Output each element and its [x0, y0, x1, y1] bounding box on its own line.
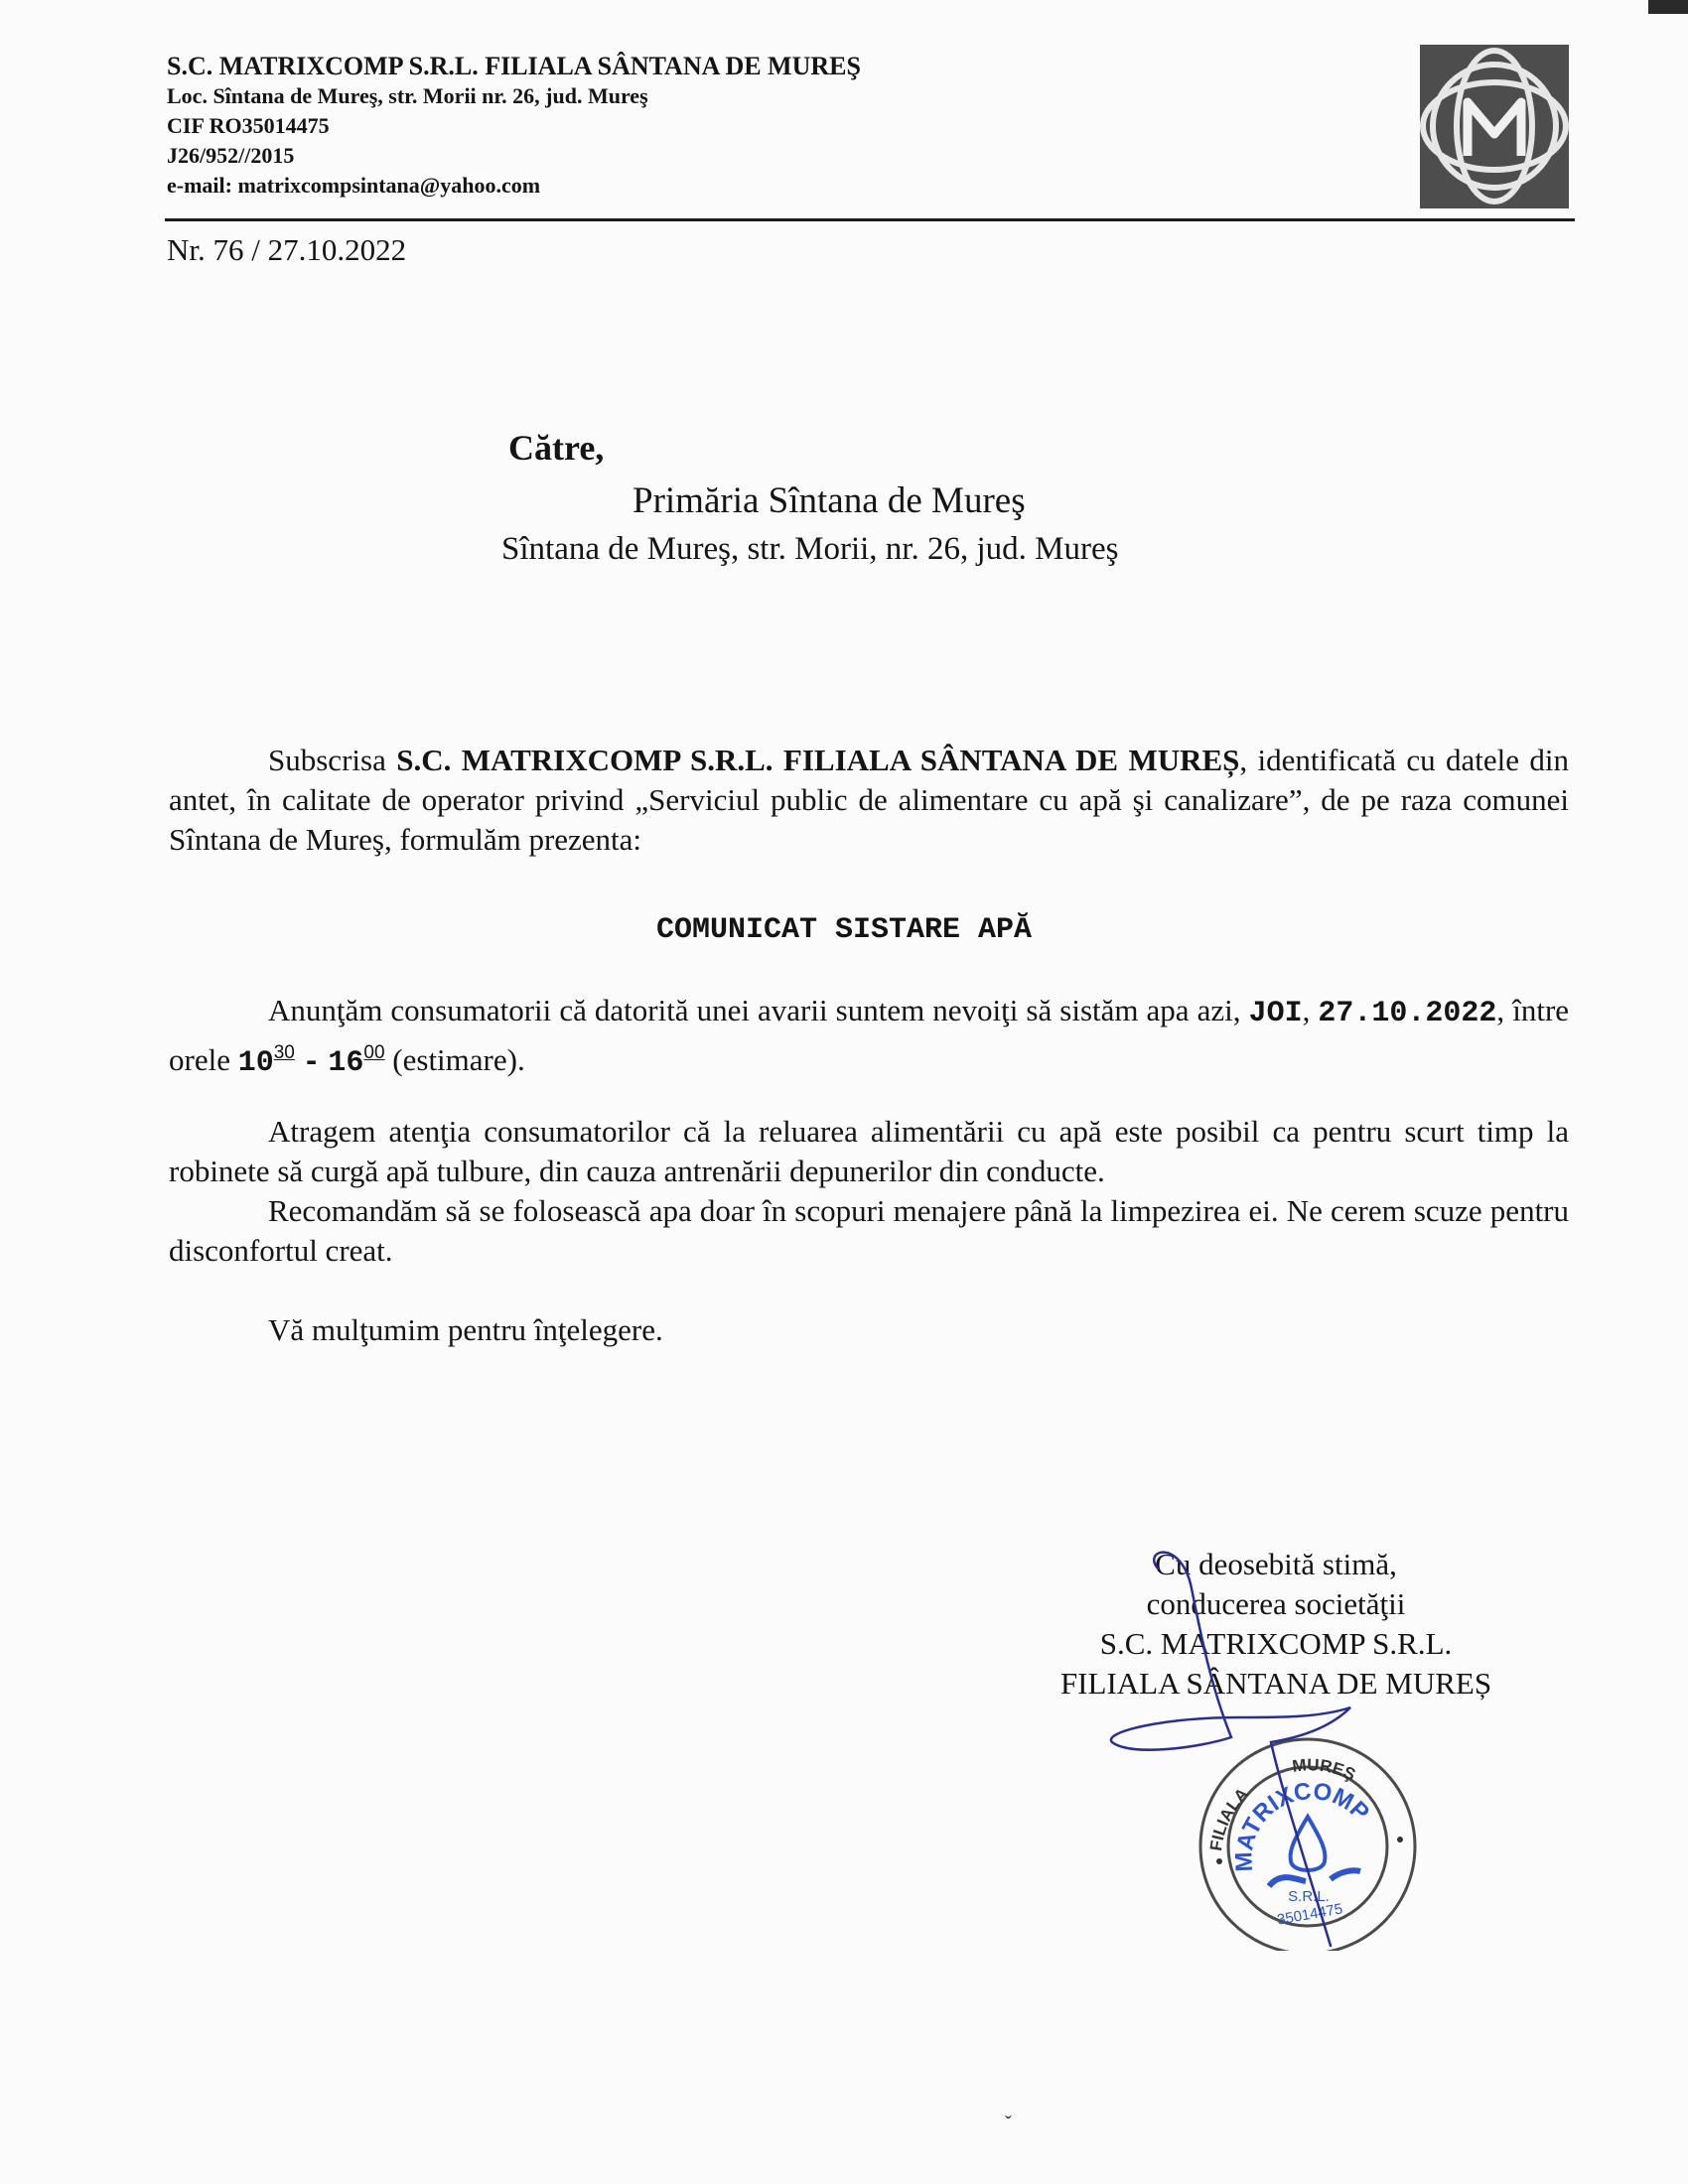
recommend-text: Recomandăm să se folosească apa doar în scopuri menajere până la limpezirea ei. Ne cerem scuze pentru disconfortul creat.: [169, 1193, 1569, 1268]
start-minutes: 30: [273, 1042, 295, 1063]
letterhead-divider: [165, 218, 1575, 221]
intro-rest: , identificată cu datele din antet, în calitate de operator privind „Serviciul public de alimentare cu apă şi canalizare”, de pe raza comunei Sîntana de Mureş, formulăm prezenta:: [169, 743, 1569, 857]
warning-text: Atragem atenţia consumatorilor că la reluarea alimentării cu apă este posibil ca pentru scurt timp la robinete să curgă apă tulbure, din cauza antrenării depunerilor din conducte.: [169, 1114, 1569, 1188]
stamp-outer-text: FILIALAMUREŞ: [1206, 1755, 1359, 1852]
start-hour: 10: [237, 1046, 274, 1080]
recipient-name: Primăria Sîntana de Mureş: [633, 480, 1026, 521]
closing-role: conducerea societăţii: [1146, 1586, 1406, 1621]
company-cif: CIF RO35014475: [167, 113, 330, 138]
thanks-text: Vă mulţumim pentru înţelegere.: [268, 1312, 663, 1347]
intro-lead: Subscrisa: [268, 743, 386, 777]
announcement-paragraph: Anunţăm consumatorii că datorită unei avarii suntem nevoiţi să sistăm apa azi, JOI, 27.10.2022, între orele $10^{30} - 16^{00}$ (estimare).: [169, 993, 1570, 1080]
letterhead: [167, 52, 861, 201]
recipient-address: Sîntana de Mureş, str. Morii, nr. 26, jud. Mureş: [501, 531, 1119, 567]
company-email: e-mail: matrixcompsintana@yahoo.com: [167, 173, 541, 198]
stamp-srl: S.R.L.: [1288, 1888, 1330, 1905]
stamp-number: 35014475: [1275, 1900, 1344, 1929]
closing-salutation: Cu deosebită stimă,: [1155, 1547, 1397, 1581]
closing-block: [983, 1545, 1569, 1704]
document-reference-number: Nr. 76 / 27.10.2022: [167, 232, 407, 267]
announce-estimate: (estimare).: [392, 1042, 525, 1077]
end-hour: 16: [328, 1046, 364, 1080]
intro-company: S.C. MATRIXCOMP S.R.L. FILIALA SÂNTANA DE MUREȘ: [396, 743, 1240, 777]
stamp-center-text: MATRIXCOMP: [1230, 1777, 1375, 1873]
company-address: Loc. Sîntana de Mureş, str. Morii nr. 26, jud. Mureş: [167, 83, 648, 108]
scan-edge-mark: [1648, 0, 1688, 14]
end-minutes: 00: [363, 1042, 385, 1063]
scan-ink-mark: ˇ: [1005, 2113, 1012, 2134]
matrixcomp-logo-icon: [1420, 45, 1569, 208]
closing-company: S.C. MATRIXCOMP S.R.L.: [1099, 1626, 1453, 1661]
announce-date: 27.10.2022: [1318, 997, 1497, 1030]
announce-day: JOI: [1248, 997, 1303, 1030]
thanks-paragraph: [169, 1310, 1569, 1350]
company-name: S.C. MATRIXCOMP S.R.L. FILIALA SÂNTANA DE MUREŞ: [167, 52, 861, 80]
water-drop-icon: [1291, 1817, 1326, 1870]
intro-paragraph: [169, 741, 1569, 860]
notice-title: COMUNICAT SISTARE APĂ: [655, 913, 1033, 947]
recipient-label: Către,: [508, 428, 605, 468]
company-stamp: [1182, 1722, 1430, 1951]
closing-branch: FILIALA SÂNTANA DE MUREȘ: [1059, 1666, 1492, 1701]
announce-lead: Anunţăm consumatorii că datorită unei avarii suntem nevoiţi să sistăm apa azi,: [268, 993, 1241, 1027]
company-registry: J26/952//2015: [167, 143, 295, 168]
warning-paragraph: [169, 1112, 1569, 1271]
time-dash: -: [302, 1046, 321, 1080]
announce-between: între orele: [169, 993, 1570, 1077]
